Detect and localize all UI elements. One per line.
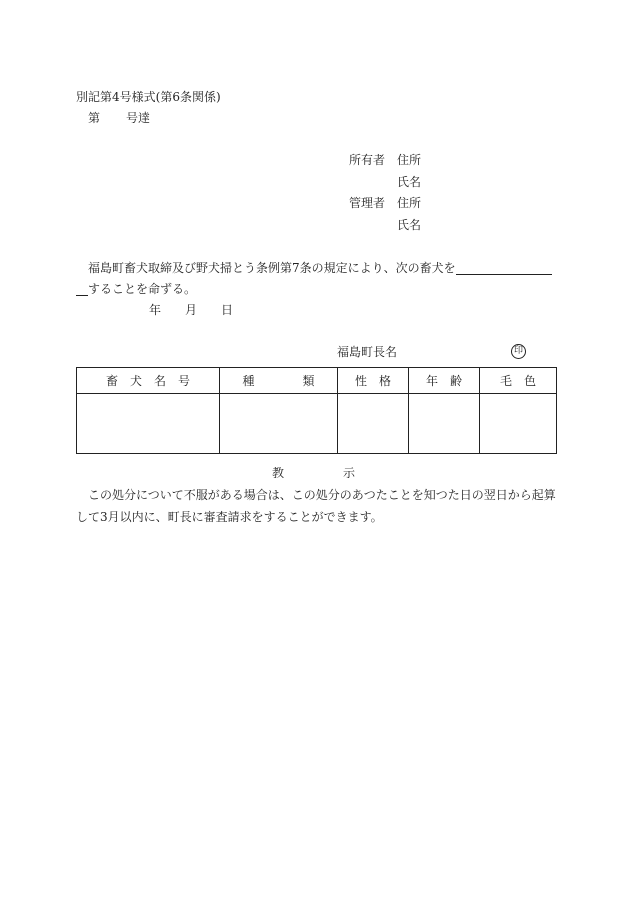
document-number [88, 111, 150, 125]
owner-address-label: 住所 [397, 153, 422, 167]
order-text-line2 [76, 282, 196, 296]
notice-title-right: 示 [343, 466, 356, 480]
order-text: 福島町畜犬取締及び野犬掃とう条例第7条の規定により、次の畜犬を [88, 261, 456, 275]
header-sex: 性 格 [338, 368, 409, 394]
header-coat-color: 毛 色 [480, 368, 557, 394]
dog-info-table [76, 367, 557, 454]
dog-blank-line-end [76, 283, 88, 296]
form-header-title: 別記第4号様式(第6条関係) [76, 90, 221, 104]
header-dog-name: 畜 犬 名 号 [77, 368, 220, 394]
cell-breed [220, 394, 338, 454]
table-row [77, 394, 557, 454]
cell-sex [338, 394, 409, 454]
cell-age [409, 394, 480, 454]
notice-text-line1: この処分について不服がある場合は、この処分のあつたことを知つた日の翌日から起算 [88, 488, 556, 502]
order-text-line1 [88, 261, 552, 275]
cell-dog-name [77, 394, 220, 454]
number-prefix: 第 [88, 111, 101, 125]
number-suffix: 号達 [126, 111, 151, 125]
dog-blank-line [456, 262, 552, 275]
notice-text-line2: して3月以内に、町長に審査請求をすることができます。 [76, 510, 383, 524]
date-day: 日 [221, 303, 234, 317]
owner-label: 所有者 [349, 153, 386, 167]
header-age: 年 齢 [409, 368, 480, 394]
seal-mark: 印 [511, 344, 526, 359]
date-month: 月 [185, 303, 198, 317]
keeper-name-label: 氏名 [397, 218, 422, 232]
keeper-label: 管理者 [349, 196, 386, 210]
notice-title-left: 教 [272, 466, 285, 480]
cell-coat-color [480, 394, 557, 454]
table-header-row [77, 368, 557, 394]
date-year: 年 [149, 303, 162, 317]
owner-name-label: 氏名 [397, 175, 422, 189]
header-breed: 種 類 [220, 368, 338, 394]
mayor-name-label: 福島町長名 [337, 345, 398, 359]
keeper-address-label: 住所 [397, 196, 422, 210]
order-text-end: することを命ずる。 [88, 282, 197, 296]
